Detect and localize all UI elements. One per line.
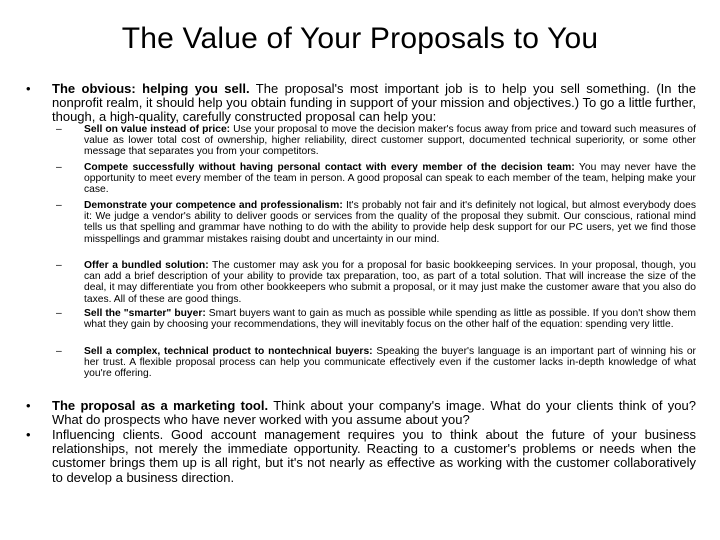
bullet-icon: •: [26, 427, 31, 442]
sub-bullet-lead: Demonstrate your competence and professionalism:: [84, 200, 343, 211]
bullet-body: Think about your company's image. What do your clients think of you? What do prospects who have never worked with you assume about you?: [52, 398, 696, 428]
sub-bullet-body: You may never have the opportunity to meet every member of the team in person. A good proposal can speak to each member of the team, helping make your case.: [84, 162, 696, 196]
dash-icon: –: [56, 124, 62, 135]
sub-bullet-text: [84, 260, 696, 305]
sub-bullet-lead: Sell the "smarter" buyer:: [84, 308, 206, 319]
sub-bullet-text: [84, 124, 696, 158]
sub-bullet-lead: Offer a bundled solution:: [84, 260, 209, 271]
sub-bullet-body: Smart buyers want to gain as much as possible while spending as little as possible. If you don't show them what they gain by choosing your recommendations, they will inevitably focus on the other half of the equation: spending very little.: [84, 308, 696, 331]
bullet-text: [52, 82, 696, 125]
bullet-icon: •: [26, 81, 31, 96]
sub-bullet-text: [84, 346, 696, 380]
bullet-icon: •: [26, 398, 31, 413]
sub-bullet-lead: Sell on value instead of price:: [84, 124, 231, 135]
dash-icon: –: [56, 260, 62, 271]
sub-bullet-body: Speaking the buyer's language is an important part of winning his or her trust. A flexible proposal process can help you communicate effectively even if the customer lacks in-depth knowledge of what you're offering.: [84, 346, 696, 380]
bullet-text: Influencing clients. Good account management requires you to think about the future of your business relationships, not merely the immediate opportunity. Reacting to a customer's problems or needs when the customer brings them up is all right, but it's not nearly as effective as working with the customer collaboratively to develop a business direction.: [52, 427, 696, 485]
sub-bullet-body: Use your proposal to move the decision maker's focus away from price and toward such measures of value as lower total cost of ownership, higher reliability, direct customer support, documented technical superiority, or some other message that separates you from your competitors.: [84, 124, 697, 158]
sub-bullet-text: [84, 162, 696, 196]
bullet-lead: The proposal as a marketing tool.: [52, 398, 269, 413]
dash-icon: –: [56, 346, 62, 357]
sub-bullet-lead: Sell a complex, technical product to nontechnical buyers:: [84, 346, 373, 357]
bullet-lead: The obvious: helping you sell.: [52, 81, 250, 96]
dash-icon: –: [56, 162, 62, 173]
dash-icon: –: [56, 200, 62, 211]
sub-bullet-text: [84, 308, 696, 330]
sub-bullet-text: [84, 200, 696, 245]
slide-title: The Value of Your Proposals to You: [121, 22, 599, 56]
dash-icon: –: [56, 308, 62, 319]
sub-bullet-body: It's probably not fair and it's definitely not logical, but almost everybody does it: We judge a vendor's ability to deliver goods or services from the quality of the proposal they submit. Our conscious, rational mind tells us that spelling and grammar have nothing to do with the ability to provide help desk support for our PC users, yet we find those misspellings and grammar mistakes raising doubt and uncertainty in our mind.: [84, 200, 696, 245]
bullet-body: The proposal's most important job is to help you sell something. (In the nonprofit realm, it should help you obtain funding in support of your mission and objectives.) To go a little further, though, a high-quality, carefully constructed proposal can help you:: [52, 81, 696, 125]
bullet-text: [52, 399, 696, 427]
sub-bullet-body: The customer may ask you for a proposal for basic bookkeeping services. In your proposal, though, you can add a brief description of your ability to provide tax preparation, too, as part of a total solution. That will increase the size of the deal, it may differentiate you from other bookkeepers who submit a proposal, or it may just make the customer aware that you also do taxes. All of these are good things.: [84, 260, 696, 305]
sub-bullet-lead: Compete successfully without having personal contact with every member of the decision team:: [84, 162, 575, 173]
